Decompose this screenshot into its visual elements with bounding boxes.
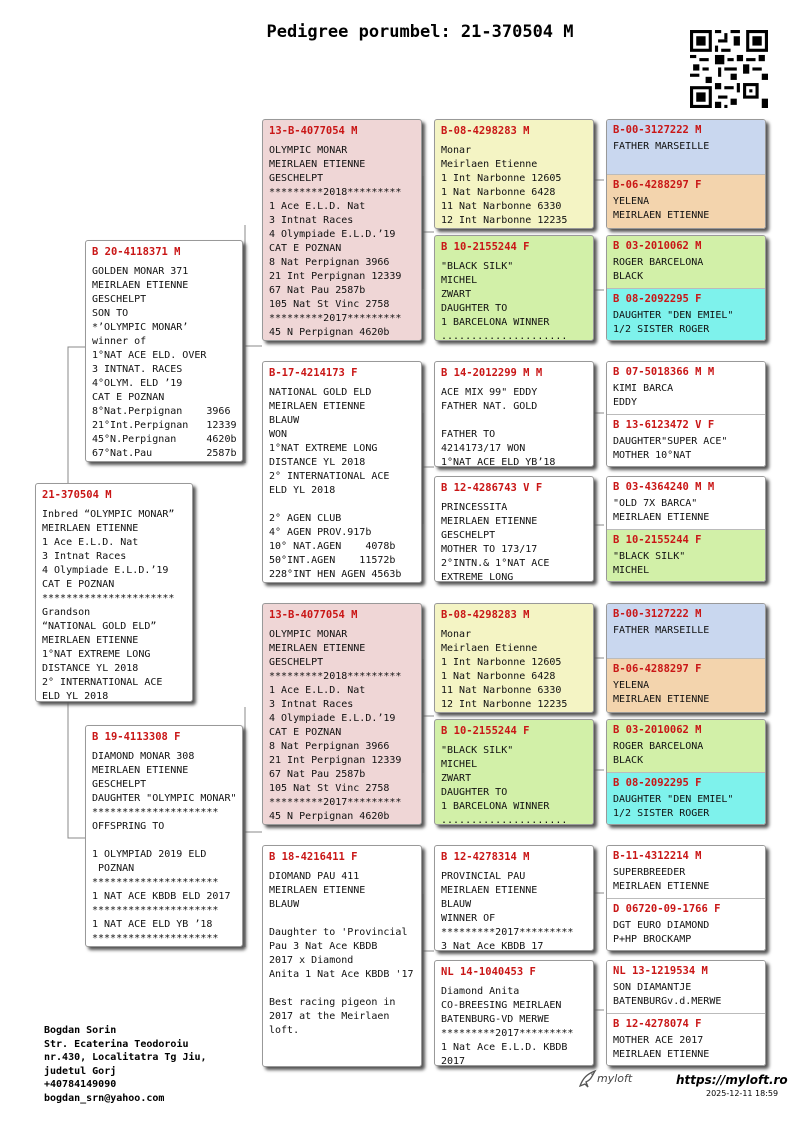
- pigeon-details: FATHER MARSEILLE: [613, 141, 710, 152]
- pigeon-pair-6: [606, 719, 766, 825]
- pigeon-card-gen5-9[interactable]: [607, 604, 765, 658]
- pigeon-details: NATIONAL GOLD ELD MEIRLAEN ETIENNE BLAUW WON 1°NAT EXTREME LONG DISTANCE YL 2018 2° INTERNATIONAL ACE ELD YL 2018 2° AGEN CLUB 4° AGEN PROV.917b 10° NAT.AGEN 4078b 50°INT.AGEN 11572b 228°INT HEN AGEN 4563b: [269, 387, 402, 580]
- pigeon-id: 13-B-4077054 M: [269, 125, 358, 137]
- pigeon-card-gen5-1[interactable]: [607, 120, 765, 174]
- pigeon-id: B-11-4312214 M: [613, 850, 702, 862]
- pigeon-pair-4: [606, 476, 766, 582]
- pigeon-details: Diamond Anita CO-BREESING MEIRLAEN BATENBURG-VD MERWE *********2017********* 1 Nat Ace E.L.D. KBDB 2017: [441, 986, 574, 1065]
- pigeon-card-dam-sire[interactable]: [262, 603, 422, 825]
- pigeon-details: DAUGHTER "DEN EMIEL" 1/2 SISTER ROGER: [613, 310, 734, 335]
- pigeon-id: B 03-4364240 M M: [613, 481, 715, 493]
- pigeon-card-dam-dam[interactable]: [262, 845, 422, 1067]
- pigeon-id: B-06-4288297 F: [613, 663, 702, 675]
- pigeon-card-ds-dam[interactable]: [434, 719, 594, 825]
- pigeon-id: B 13-6123472 V F: [613, 419, 715, 431]
- pigeon-card-dd-dam[interactable]: [434, 960, 594, 1066]
- pigeon-card-subject[interactable]: [35, 483, 193, 702]
- pigeon-card-gen5-2[interactable]: [607, 174, 765, 229]
- pigeon-card-gen5-4[interactable]: [607, 288, 765, 341]
- pigeon-id: B 08-2092295 F: [613, 293, 702, 305]
- pigeon-id: B-08-4298283 M: [441, 609, 530, 621]
- pigeon-id: B-06-4288297 F: [613, 179, 702, 191]
- pigeon-id: B 03-2010062 M: [613, 724, 702, 736]
- owner-contact: Bogdan Sorin Str. Ecaterina Teodoroiu nr.430, Localitatra Tg Jiu, judetul Gorj +40784149090 bogdan_srn@yahoo.com: [44, 1025, 207, 1104]
- pigeon-card-dam[interactable]: [85, 725, 243, 947]
- pigeon-details: "BLACK SILK" MICHEL ZWART DAUGHTER TO 1 BARCELONA WINNER .....................: [441, 745, 568, 824]
- pigeon-card-gen5-6[interactable]: [607, 414, 765, 467]
- pigeon-id: B 03-2010062 M: [613, 240, 702, 252]
- pigeon-id: B-00-3127222 M: [613, 608, 702, 620]
- pigeon-card-sire-dam[interactable]: [262, 361, 422, 583]
- pigeon-card-gen5-8[interactable]: [607, 529, 765, 582]
- pigeon-details: "OLD 7X BARCA" MEIRLAEN ETIENNE: [613, 498, 710, 523]
- pigeon-details: OLYMPIC MONAR MEIRLAEN ETIENNE GESCHELPT *********2018********* 1 Ace E.L.D. Nat 3 Intnat Races 4 Olympiade E.L.D.’19 CAT E POZNAN 8 Nat Perpignan 3966 21 Int Perpignan 12339 67 Nat Pau 2587b 105 Nat St Vinc 2758 *********2017********* 45 N Perpignan 4620b: [269, 629, 402, 822]
- site-url[interactable]: https://myloft.ro: [676, 1073, 788, 1087]
- pigeon-card-gen5-11[interactable]: [607, 720, 765, 772]
- pigeon-details: "BLACK SILK" MICHEL ZWART DAUGHTER TO 1 BARCELONA WINNER .....................: [441, 261, 568, 340]
- pigeon-card-sire[interactable]: [85, 240, 243, 462]
- pigeon-card-gen5-7[interactable]: [607, 477, 765, 529]
- pigeon-details: DIOMAND PAU 411 MEIRLAEN ETIENNE BLAUW Daughter to 'Provincial Pau 3 Nat Ace KBDB 2017 x Diamond Anita 1 Nat Ace KBDB '17 Best racing pigeon in 2017 at the Meirlaen loft.: [269, 871, 414, 1036]
- pigeon-id: 13-B-4077054 M: [269, 609, 358, 621]
- pigeon-card-gen5-5[interactable]: [607, 362, 765, 414]
- pigeon-card-sd-dam[interactable]: [434, 476, 594, 582]
- pigeon-pair-2: [606, 235, 766, 341]
- pigeon-details: DAUGHTER "DEN EMIEL" 1/2 SISTER ROGER: [613, 794, 734, 819]
- pigeon-card-gen5-15[interactable]: [607, 961, 765, 1013]
- pigeon-id: B 07-5018366 M M: [613, 366, 715, 378]
- pigeon-id: B 10-2155244 F: [441, 241, 530, 253]
- pigeon-id: B-08-4298283 M: [441, 125, 530, 137]
- pigeon-details: YELENA MEIRLAEN ETIENNE: [613, 680, 710, 705]
- pigeon-id: B 12-4278314 M: [441, 851, 530, 863]
- pigeon-details: YELENA MEIRLAEN ETIENNE: [613, 196, 710, 221]
- page-title: Pedigree porumbel: 21-370504 M: [266, 22, 574, 42]
- pigeon-details: MOTHER ACE 2017 MEIRLAEN ETIENNE: [613, 1035, 710, 1060]
- pigeon-details: DGT EURO DIAMOND P+HP BROCKAMP: [613, 920, 710, 945]
- pigeon-id: B 12-4286743 V F: [441, 482, 543, 494]
- pigeon-card-ss-dam[interactable]: [434, 235, 594, 341]
- pigeon-id: B 18-4216411 F: [269, 851, 358, 863]
- pigeon-details: SUPERBREEDER MEIRLAEN ETIENNE: [613, 867, 710, 892]
- pigeon-details: GOLDEN MONAR 371 MEIRLAEN ETIENNE GESCHELPT SON TO *’OLYMPIC MONAR’ winner of 1°NAT ACE ELD. OVER 3 INTNAT. RACES 4°OLYM. ELD ’19 CAT E POZNAN 8°Nat.Perpignan 3966 21°Int.Perpignan 12339 45°N.Perpignan 4620b 67°Nat.Pau 2587b: [92, 266, 237, 459]
- pigeon-pair-3: [606, 361, 766, 467]
- pigeon-card-sd-sire[interactable]: [434, 361, 594, 467]
- pigeon-id: NL 14-1040453 F: [441, 966, 536, 978]
- pigeon-id: B 10-2155244 F: [441, 725, 530, 737]
- pigeon-id: B 20-4118371 M: [92, 246, 181, 258]
- pigeon-details: SON DIAMANTJE BATENBURGv.d.MERWE: [613, 982, 722, 1007]
- pigeon-details: Inbred “OLYMPIC MONAR” MEIRLAEN ETIENNE 1 Ace E.L.D. Nat 3 Intnat Races 4 Olympiade E.L.D.’19 CAT E POZNAN ********************** Grandson “NATIONAL GOLD ELD” MEIRLAEN ETIENNE 1°NAT EXTREME LONG DISTANCE YL 2018 2° INTERNATIONAL ACE ELD YL 2018: [42, 509, 175, 701]
- pigeon-details: "BLACK SILK" MICHEL: [613, 551, 686, 576]
- pigeon-details: Monar Meirlaen Etienne 1 Int Narbonne 12605 1 Nat Narbonne 6428 11 Nat Narbonne 6330 12 Int Narbonne 12235: [441, 629, 568, 710]
- pigeon-id: B-17-4214173 F: [269, 367, 358, 379]
- pigeon-card-gen5-14[interactable]: [607, 898, 765, 951]
- pigeon-details: ROGER BARCELONA BLACK: [613, 741, 704, 766]
- pigeon-details: DAUGHTER"SUPER ACE" MOTHER 10°NAT: [613, 436, 728, 461]
- pigeon-card-dd-sire[interactable]: [434, 845, 594, 951]
- pigeon-id: 21-370504 M: [42, 489, 112, 501]
- print-timestamp: 2025-12-11 18:59: [706, 1089, 779, 1098]
- pigeon-details: Monar Meirlaen Etienne 1 Int Narbonne 12605 1 Nat Narbonne 6428 11 Nat Narbonne 6330 12 Int Narbonne 12235: [441, 145, 568, 226]
- pigeon-card-ss-sire[interactable]: [434, 119, 594, 229]
- pigeon-details: ROGER BARCELONA BLACK: [613, 257, 704, 282]
- pigeon-id: NL 13-1219534 M: [613, 965, 708, 977]
- pigeon-details: PRINCESSITA MEIRLAEN ETIENNE GESCHELPT MOTHER TO 173/17 2°INTN.& 1°NAT ACE EXTREME LONG: [441, 502, 550, 581]
- pigeon-pair-8: [606, 960, 766, 1066]
- pigeon-details: FATHER MARSEILLE: [613, 625, 710, 636]
- pigeon-id: B 08-2092295 F: [613, 777, 702, 789]
- pigeon-pair-7: [606, 845, 766, 951]
- pigeon-card-gen5-12[interactable]: [607, 772, 765, 825]
- pigeon-card-ds-sire[interactable]: [434, 603, 594, 713]
- pigeon-details: KIMI BARCA EDDY: [613, 383, 674, 408]
- pigeon-details: OLYMPIC MONAR MEIRLAEN ETIENNE GESCHELPT *********2018********* 1 Ace E.L.D. Nat 3 Intnat Races 4 Olympiade E.L.D.’19 CAT E POZNAN 8 Nat Perpignan 3966 21 Int Perpignan 12339 67 Nat Pau 2587b 105 Nat St Vinc 2758 *********2017********* 45 N Perpignan 4620b: [269, 145, 402, 338]
- pigeon-pair-5: [606, 603, 766, 713]
- pigeon-logo-icon: [577, 1068, 599, 1090]
- pigeon-id: B-00-3127222 M: [613, 124, 702, 136]
- pigeon-card-gen5-3[interactable]: [607, 236, 765, 288]
- pigeon-card-sire-sire[interactable]: [262, 119, 422, 341]
- brand-logo-text: myloft: [597, 1072, 633, 1085]
- pigeon-card-gen5-16[interactable]: [607, 1013, 765, 1066]
- pigeon-id: B 19-4113308 F: [92, 731, 181, 743]
- pigeon-id: D 06720-09-1766 F: [613, 903, 721, 915]
- pigeon-pair-1: [606, 119, 766, 229]
- pigeon-details: ACE MIX 99" EDDY FATHER NAT. GOLD FATHER TO 4214173/17 WON 1°NAT ACE ELD YB’18: [441, 387, 556, 466]
- pigeon-details: DIAMOND MONAR 308 MEIRLAEN ETIENNE GESCHELPT DAUGHTER "OLYMPIC MONAR" ********************* OFFSPRING TO 1 OLYMPIAD 2019 ELD POZNAN ********************* 1 NAT ACE KBDB ELD 2017 ********************* 1 NAT ACE ELD YB ’18 *********************: [92, 751, 237, 944]
- pigeon-details: PROVINCIAL PAU MEIRLAEN ETIENNE BLAUW WINNER OF *********2017********* 3 Nat Ace KBDB 17: [441, 871, 574, 950]
- pigeon-id: B 14-2012299 M M: [441, 367, 543, 379]
- pigeon-id: B 10-2155244 F: [613, 534, 702, 546]
- pigeon-card-gen5-10[interactable]: [607, 658, 765, 713]
- pigeon-card-gen5-13[interactable]: [607, 846, 765, 898]
- pigeon-id: B 12-4278074 F: [613, 1018, 702, 1030]
